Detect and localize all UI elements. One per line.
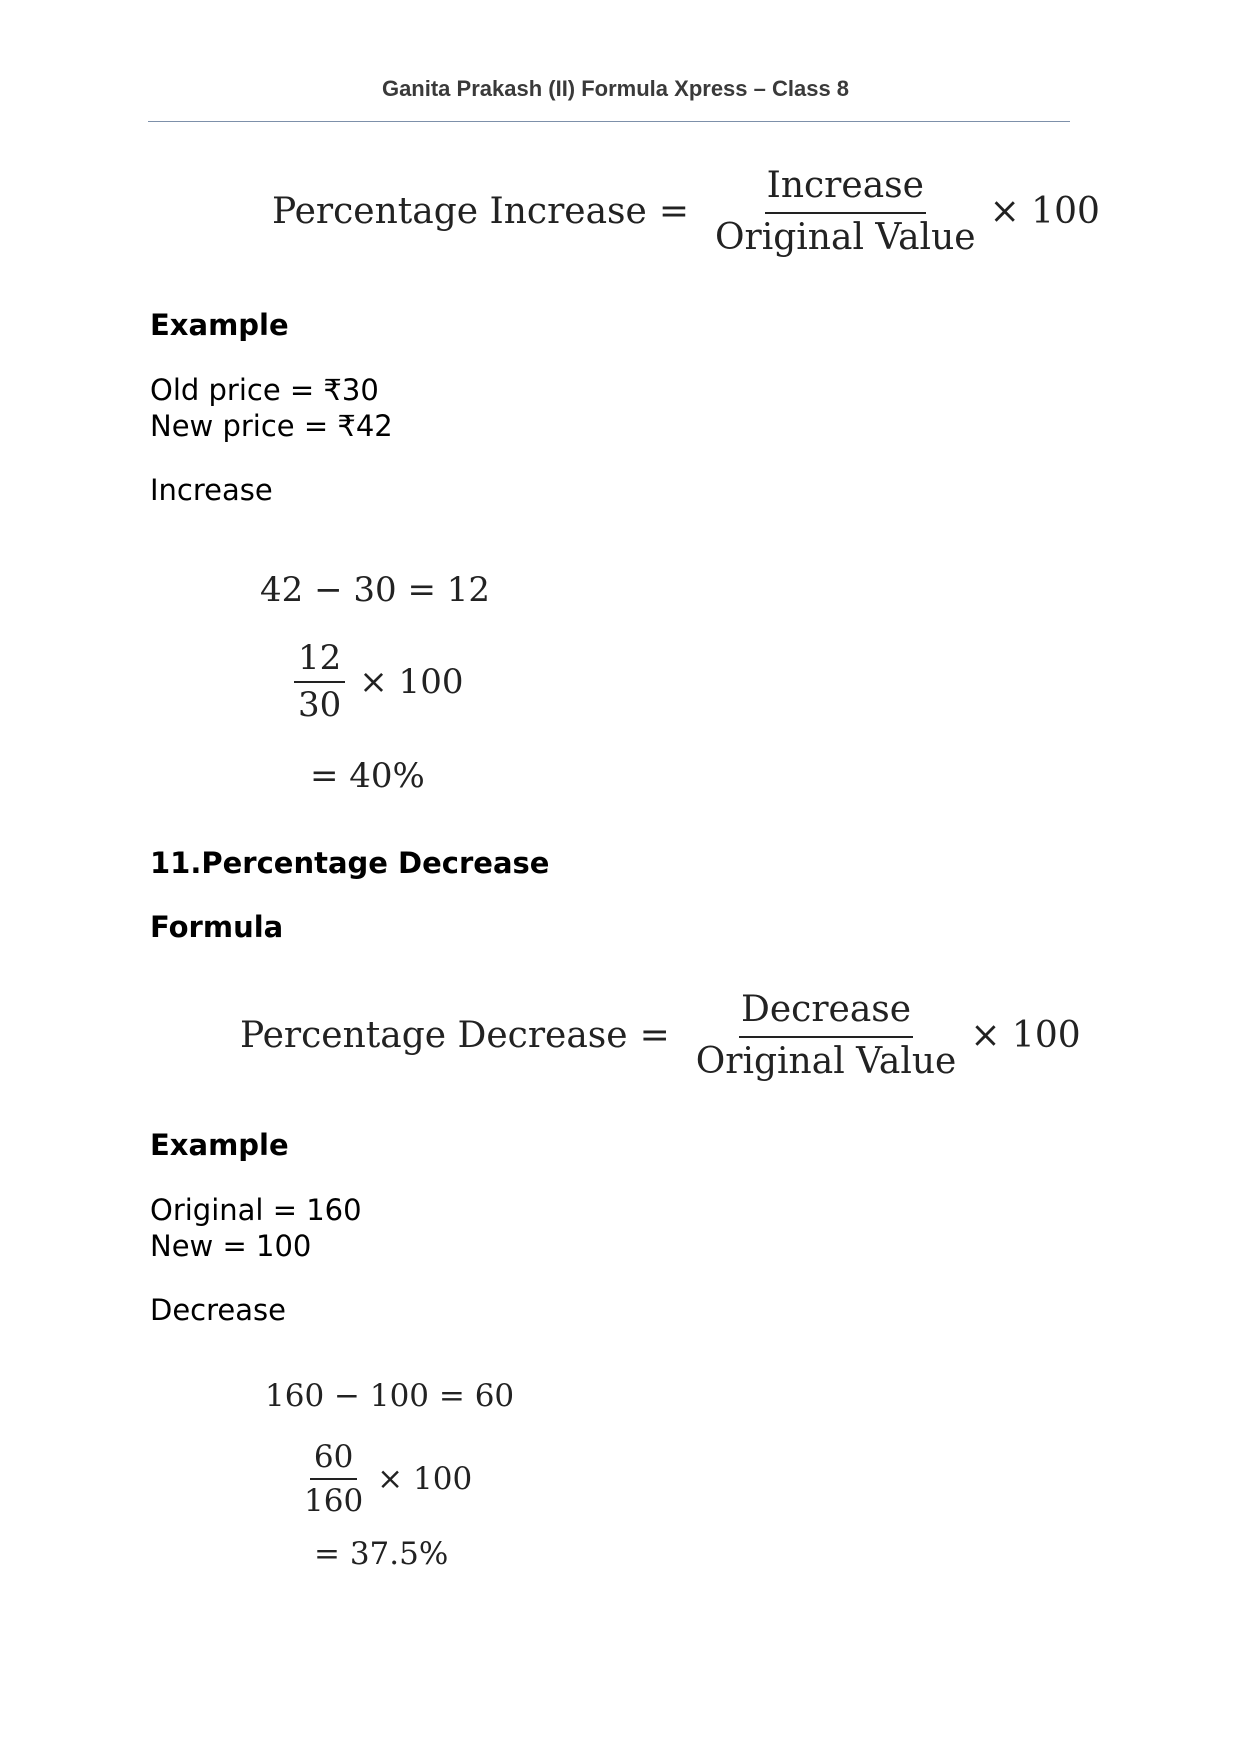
page-header: [0, 76, 1241, 102]
header-title: Ganita Prakash (II) Formula Xpress – Class 8: [381, 76, 850, 101]
example2-label: Decrease: [150, 1293, 286, 1327]
increase-formula-numerator: Increase: [765, 166, 926, 214]
increase-formula-fraction: [715, 166, 976, 257]
example1-step1: 42 − 30 = 12: [260, 570, 490, 610]
section-title: 11.Percentage Decrease: [150, 846, 550, 880]
decrease-formula-denominator: Original Value: [695, 1040, 957, 1082]
formula-heading: Formula: [150, 910, 284, 944]
increase-formula-denominator: Original Value: [715, 216, 976, 258]
example1-frac-den: 30: [298, 685, 342, 726]
decrease-formula-numerator: Decrease: [739, 990, 913, 1038]
decrease-formula-eq: =: [639, 1015, 670, 1057]
example2-result: = 37.5%: [314, 1536, 449, 1572]
decrease-formula-lhs: Percentage Decrease: [240, 1015, 628, 1057]
example1-heading: Example: [150, 308, 289, 342]
example1-fraction-line: [294, 640, 463, 725]
decrease-formula: [240, 990, 1081, 1081]
increase-formula-eq: =: [658, 191, 689, 233]
increase-formula-lhs: Percentage Increase: [272, 191, 647, 233]
example1-fraction: [294, 640, 345, 725]
example2-frac-times: × 100: [377, 1461, 473, 1498]
example1-label: Increase: [150, 473, 273, 507]
example1-result: = 40%: [310, 756, 425, 796]
example2-frac-den: 160: [304, 1483, 364, 1520]
example2-step1: 160 − 100 = 60: [265, 1378, 515, 1414]
example2-heading: Example: [150, 1128, 289, 1162]
example2-line1: Original = 160: [150, 1193, 362, 1227]
decrease-formula-times: × 100: [970, 1015, 1081, 1057]
example2-fraction: [304, 1440, 363, 1518]
increase-formula-times: × 100: [989, 191, 1100, 233]
header-rule: [148, 121, 1070, 122]
example2-frac-num: 60: [310, 1440, 357, 1480]
example1-frac-times: × 100: [359, 662, 464, 703]
increase-formula: [272, 166, 1100, 257]
example1-line1: Old price = ₹30: [150, 373, 379, 407]
example2-fraction-line: [304, 1440, 472, 1518]
example1-line2: New price = ₹42: [150, 409, 393, 443]
example1-frac-num: 12: [294, 640, 345, 683]
example2-line2: New = 100: [150, 1229, 312, 1263]
decrease-formula-fraction: [696, 990, 957, 1081]
